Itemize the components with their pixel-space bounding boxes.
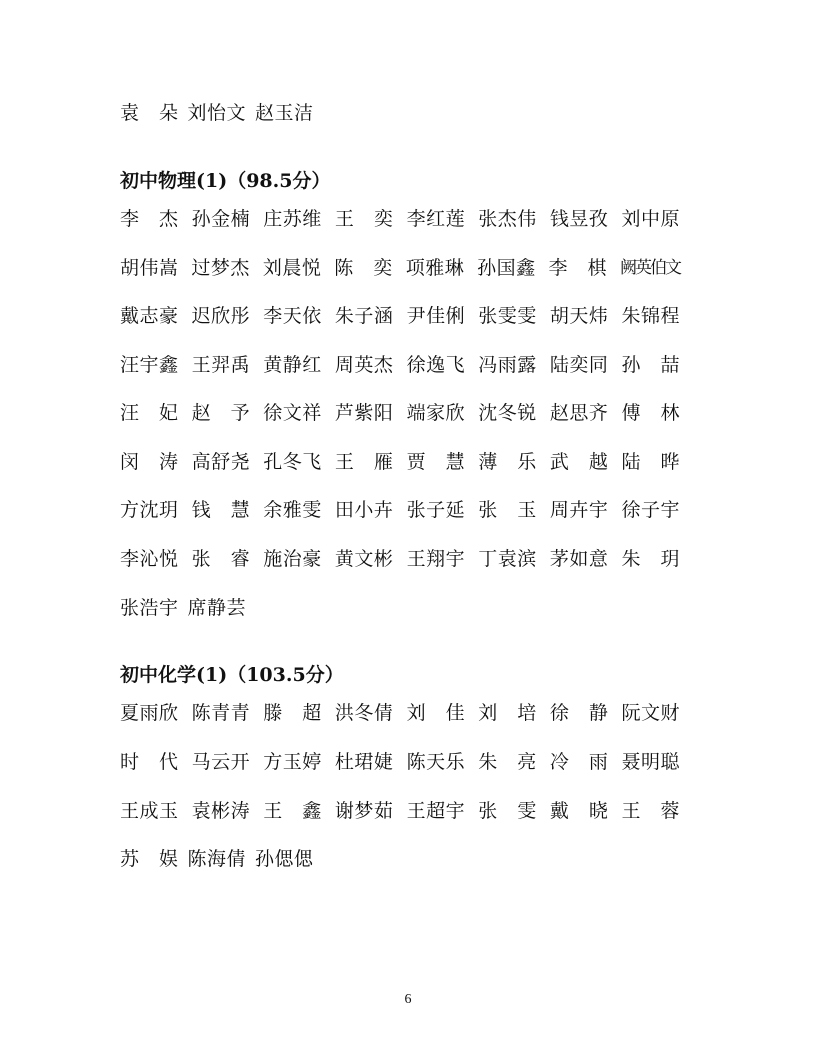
student-name: 薄 乐	[478, 451, 537, 473]
student-name: 席静芸	[187, 597, 247, 619]
student-name: 武 越	[549, 451, 609, 473]
student-name: 端家欣	[406, 402, 466, 424]
student-name: 芦紫阳	[334, 402, 394, 424]
student-name: 周英杰	[334, 354, 394, 376]
student-name: 黄静红	[263, 354, 322, 376]
name-row	[120, 799, 680, 823]
section-title: 初中物理(1)	[120, 170, 228, 192]
student-name: 张浩宇	[120, 597, 179, 619]
section-score: （98.5分）	[227, 170, 331, 192]
student-name: 张 雯	[478, 800, 537, 822]
student-name: 陈海倩	[187, 848, 247, 870]
student-name: 刘晨悦	[262, 257, 322, 279]
student-name: 茅如意	[549, 548, 609, 570]
student-name: 赵玉洁	[255, 102, 314, 124]
student-name: 王成玉	[120, 800, 179, 822]
student-name: 王 蓉	[621, 800, 680, 822]
student-name: 张雯雯	[478, 305, 537, 327]
name-row	[120, 547, 680, 571]
student-name: 贾 慧	[406, 451, 466, 473]
student-name: 滕 超	[263, 702, 322, 724]
student-name: 高舒尧	[191, 451, 251, 473]
student-name: 朱 玥	[621, 548, 680, 570]
name-row	[120, 750, 680, 774]
student-name: 马云开	[191, 751, 251, 773]
student-name: 孙金楠	[191, 208, 251, 230]
name-row	[120, 401, 680, 425]
section-heading-chemistry	[120, 663, 344, 687]
student-name: 周卉宇	[549, 499, 609, 521]
student-name: 汪宇鑫	[120, 354, 179, 376]
student-name: 戴 晓	[549, 800, 609, 822]
student-name: 张杰伟	[478, 208, 537, 230]
student-name: 徐文祥	[263, 402, 322, 424]
student-name: 冷 雨	[549, 751, 609, 773]
student-name: 胡天炜	[549, 305, 609, 327]
student-name: 汪 妃	[120, 402, 179, 424]
student-name: 陈 奕	[334, 257, 393, 279]
student-name: 袁 朵	[120, 102, 179, 124]
student-name: 赵思齐	[549, 402, 609, 424]
student-name: 谢梦茹	[334, 800, 394, 822]
name-row	[120, 256, 680, 280]
name-row	[120, 596, 680, 620]
student-name: 徐子宇	[621, 499, 680, 521]
student-name: 田小卉	[334, 499, 394, 521]
student-name: 陆奕同	[549, 354, 609, 376]
student-name: 陈天乐	[406, 751, 466, 773]
student-name: 王翔宇	[406, 548, 466, 570]
student-name: 洪冬倩	[334, 702, 394, 724]
page-number: 6	[404, 992, 412, 1007]
student-name: 黄文彬	[334, 548, 394, 570]
student-name: 孙国鑫	[477, 257, 536, 279]
student-name: 王羿禹	[191, 354, 251, 376]
student-name: 苏 娱	[120, 848, 179, 870]
student-name: 钱昱孜	[549, 208, 609, 230]
student-name: 刘中原	[621, 208, 680, 230]
student-name: 陆 晔	[621, 451, 680, 473]
student-name: 迟欣彤	[191, 305, 251, 327]
student-name: 李沁悦	[120, 548, 179, 570]
name-row	[120, 847, 680, 871]
student-name: 沈冬锐	[478, 402, 537, 424]
student-name: 徐 静	[549, 702, 609, 724]
student-name: 杜珺婕	[334, 751, 394, 773]
student-name: 庄苏维	[263, 208, 322, 230]
name-row	[120, 701, 680, 725]
student-name: 施治豪	[263, 548, 322, 570]
section-score: （103.5分）	[227, 664, 344, 686]
student-name: 徐逸飞	[406, 354, 466, 376]
student-name: 阙英伯文	[619, 258, 680, 278]
student-name: 刘 佳	[406, 702, 466, 724]
student-name: 王 奕	[334, 208, 394, 230]
student-name: 张 玉	[478, 499, 537, 521]
student-name: 丁袁滨	[478, 548, 537, 570]
section-heading-physics	[120, 169, 330, 193]
student-name: 李 棋	[548, 257, 608, 279]
student-name: 闵 涛	[120, 451, 179, 473]
student-name: 朱锦程	[621, 305, 680, 327]
student-name: 刘 培	[478, 702, 537, 724]
name-row	[120, 353, 680, 377]
student-name: 朱子涵	[334, 305, 394, 327]
student-name: 钱 慧	[191, 499, 251, 521]
student-name: 夏雨欣	[120, 702, 179, 724]
student-name: 方玉婷	[263, 751, 322, 773]
carryover-name-row	[120, 101, 680, 125]
student-name: 李天依	[263, 305, 322, 327]
student-name: 聂明聪	[621, 751, 680, 773]
name-row	[120, 498, 680, 522]
student-name: 过梦杰	[191, 257, 250, 279]
student-name: 袁彬涛	[191, 800, 251, 822]
student-name: 项雅琳	[405, 257, 465, 279]
student-name: 赵 予	[191, 402, 251, 424]
student-name: 冯雨露	[478, 354, 537, 376]
student-name: 张子延	[406, 499, 466, 521]
student-name: 傅 林	[621, 402, 680, 424]
student-name: 余雅雯	[263, 499, 322, 521]
student-name: 李 杰	[120, 208, 179, 230]
student-name: 李红莲	[406, 208, 466, 230]
section-title: 初中化学(1)	[120, 664, 228, 686]
student-name: 尹佳俐	[406, 305, 466, 327]
student-name: 阮文财	[621, 702, 680, 724]
name-row	[120, 304, 680, 328]
name-row	[120, 450, 680, 474]
student-name: 陈青青	[191, 702, 251, 724]
student-name: 孔冬飞	[263, 451, 322, 473]
student-name: 王 雁	[334, 451, 394, 473]
student-name: 张 睿	[191, 548, 251, 570]
student-name: 戴志豪	[120, 305, 179, 327]
student-name: 孙 喆	[621, 354, 680, 376]
student-name: 时 代	[120, 751, 179, 773]
name-row	[120, 207, 680, 231]
student-name: 王超宇	[406, 800, 466, 822]
student-name: 方沈玥	[120, 499, 179, 521]
student-name: 王 鑫	[263, 800, 322, 822]
student-name: 刘怡文	[187, 102, 247, 124]
student-name: 朱 亮	[478, 751, 537, 773]
student-name: 孙偲偲	[255, 848, 314, 870]
student-name: 胡伟嵩	[120, 257, 179, 279]
